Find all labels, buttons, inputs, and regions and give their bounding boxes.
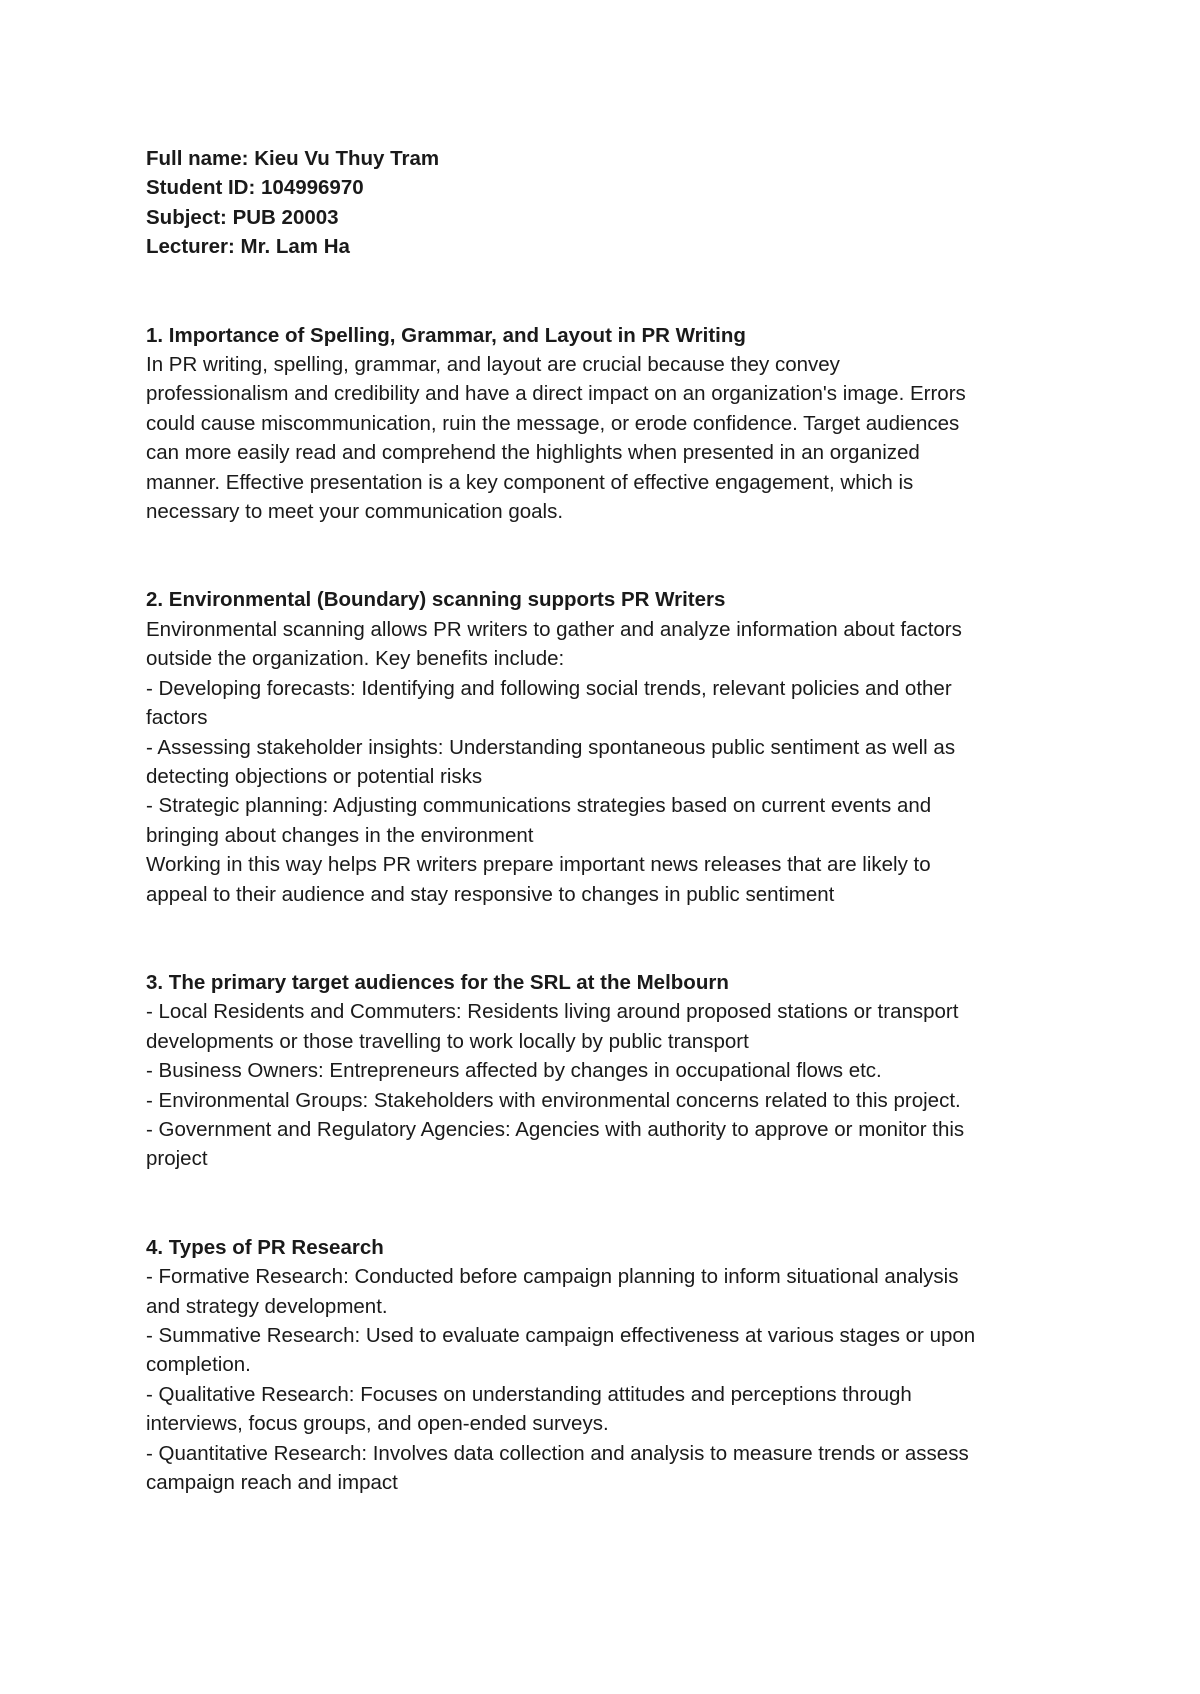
spacer: [146, 909, 1066, 968]
section-line: - Business Owners: Entrepreneurs affected by changes in occupational flows etc.: [146, 1059, 882, 1083]
section-line: - Assessing stakeholder insights: Understanding spontaneous public sentiment as well as: [146, 735, 956, 759]
section-line: appeal to their audience and stay responsive to changes in public sentiment: [146, 882, 835, 906]
section-line: - Qualitative Research: Focuses on understanding attitudes and perceptions through: [146, 1382, 912, 1406]
section-line: detecting objections or potential risks: [146, 764, 483, 788]
section-line: manner. Effective presentation is a key component of effective engagement, which is: [146, 470, 914, 494]
section-line: could cause miscommunication, ruin the message, or erode confidence. Target audiences: [146, 411, 960, 435]
section-line: interviews, focus groups, and open-ended surveys.: [146, 1412, 609, 1436]
section-line: necessary to meet your communication goals.: [146, 500, 564, 524]
section-line: campaign reach and impact: [146, 1471, 398, 1495]
section-line: completion.: [146, 1353, 251, 1377]
document-page: [146, 144, 1066, 1497]
section-line: - Developing forecasts: Identifying and following social trends, relevant policies and other: [146, 676, 952, 700]
section-line: factors: [146, 706, 208, 730]
subject: Subject: PUB 20003: [146, 205, 339, 229]
section-line: - Local Residents and Commuters: Residents living around proposed stations or transport: [146, 1000, 959, 1024]
section-line: developments or those travelling to work locally by public transport: [146, 1029, 749, 1053]
spacer: [146, 262, 1066, 321]
section-line: In PR writing, spelling, grammar, and layout are crucial because they convey: [146, 353, 840, 377]
section-line: - Government and Regulatory Agencies: Agencies with authority to approve or monitor this: [146, 1117, 965, 1141]
student-info: [146, 144, 1066, 262]
section-line: project: [146, 1147, 208, 1171]
spacer: [146, 526, 1066, 585]
lecturer: Lecturer: Mr. Lam Ha: [146, 235, 350, 259]
section-line: - Strategic planning: Adjusting communications strategies based on current events and: [146, 794, 932, 818]
section-2: [146, 585, 1066, 908]
spacer: [146, 1174, 1066, 1233]
section-line: Environmental scanning allows PR writers to gather and analyze information about factors: [146, 617, 962, 641]
full-name: Full name: Kieu Vu Thuy Tram: [146, 147, 440, 170]
section-heading: 4. Types of PR Research: [146, 1235, 384, 1259]
section-4: [146, 1233, 1066, 1498]
section-line: and strategy development.: [146, 1294, 388, 1318]
section-3: [146, 968, 1066, 1174]
section-line: bringing about changes in the environment: [146, 823, 534, 847]
student-id: Student ID: 104996970: [146, 176, 364, 200]
section-line: - Environmental Groups: Stakeholders with environmental concerns related to this project.: [146, 1088, 961, 1112]
section-line: - Formative Research: Conducted before campaign planning to inform situational analysis: [146, 1265, 959, 1289]
section-line: - Summative Research: Used to evaluate campaign effectiveness at various stages or upon: [146, 1324, 976, 1347]
section-line: Working in this way helps PR writers prepare important news releases that are likely to: [146, 853, 931, 877]
section-line: can more easily read and comprehend the highlights when presented in an organized: [146, 441, 920, 465]
section-heading: 3. The primary target audiences for the SRL at the Melbourn: [146, 970, 729, 994]
section-line: - Quantitative Research: Involves data collection and analysis to measure trends or assess: [146, 1441, 969, 1465]
section-heading: 2. Environmental (Boundary) scanning supports PR Writers: [146, 588, 726, 612]
section-line: outside the organization. Key benefits include:: [146, 647, 565, 671]
section-line: professionalism and credibility and have a direct impact on an organization's image. Errors: [146, 382, 966, 406]
section-1: [146, 321, 1066, 527]
section-heading: 1. Importance of Spelling, Grammar, and Layout in PR Writing: [146, 323, 746, 347]
